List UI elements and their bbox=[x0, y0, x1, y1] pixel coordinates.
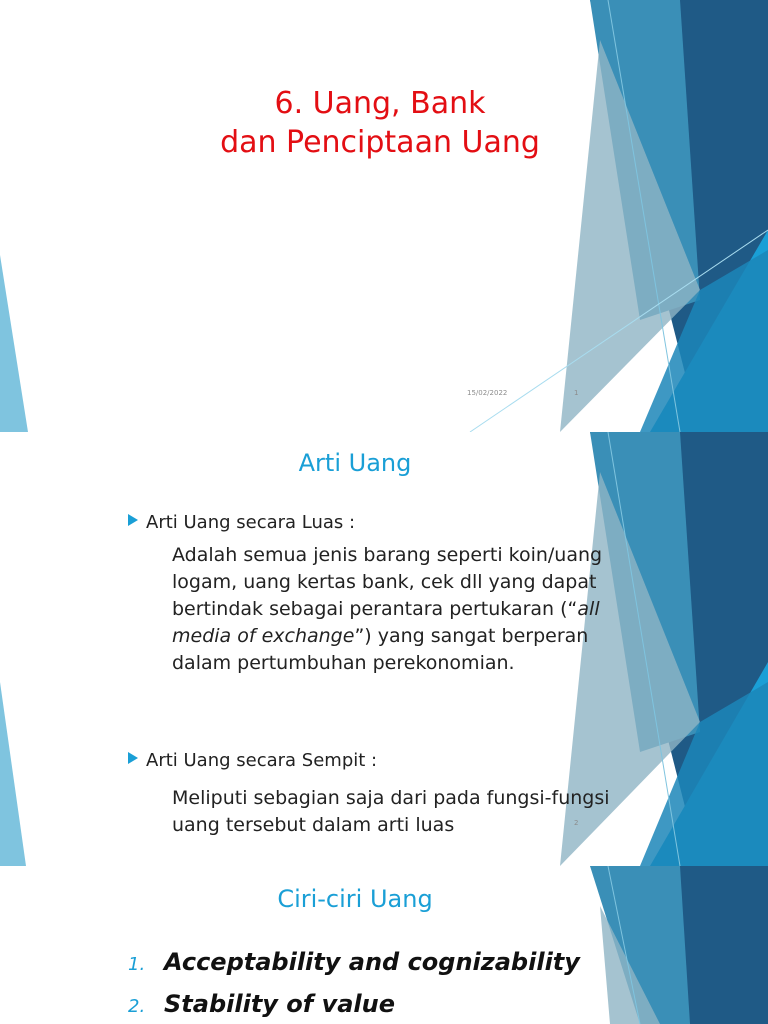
slide-3 bbox=[0, 866, 768, 1024]
bullet-label: Arti Uang secara Luas : bbox=[146, 512, 356, 533]
item-number: 1. bbox=[128, 954, 146, 975]
left-accent-shape bbox=[0, 255, 28, 432]
slide-1-decoration bbox=[0, 0, 768, 432]
item-text: Stability of value bbox=[164, 990, 395, 1018]
footer-date: 15/02/2022 bbox=[467, 389, 508, 397]
slide-1 bbox=[0, 0, 768, 432]
triangle-bullet-icon bbox=[128, 752, 138, 764]
title-line-2: dan Penciptaan Uang bbox=[220, 125, 540, 160]
item-text: Acceptability and cognizability bbox=[164, 948, 580, 976]
slide-1-title bbox=[170, 84, 590, 162]
paragraph-text: ”) yang sangat berperan dalam pertumbuhan perekonomian. bbox=[172, 625, 589, 674]
slide-2-title: Arti Uang bbox=[298, 449, 412, 477]
bullet-narrow-meaning bbox=[128, 750, 377, 771]
broad-meaning-paragraph bbox=[172, 542, 612, 677]
bullet-label: Arti Uang secara Sempit : bbox=[146, 750, 378, 771]
narrow-meaning-paragraph: Meliputi sebagian saja dari pada fungsi-fungsi uang tersebut dalam arti luas bbox=[172, 787, 610, 836]
item-number: 2. bbox=[128, 996, 146, 1017]
bullet-broad-meaning bbox=[128, 512, 355, 533]
page-number: 2 bbox=[574, 819, 579, 827]
paragraph-text: Adalah semua jenis barang seperti koin/uang logam, uang kertas bank, cek dll yang dapat bertindak sebagai perantara pertukaran (“ bbox=[172, 544, 603, 620]
triangle-bullet-icon bbox=[128, 514, 138, 526]
left-accent-shape bbox=[0, 682, 26, 866]
page-number: 1 bbox=[574, 389, 579, 397]
list-item bbox=[128, 990, 395, 1018]
slide-3-title: Ciri-ciri Uang bbox=[277, 885, 433, 913]
title-line-1: 6. Uang, Bank bbox=[274, 86, 486, 121]
paragraph-italic-text: all media of exchange bbox=[172, 598, 600, 647]
slide-2 bbox=[0, 432, 768, 866]
list-item bbox=[128, 948, 580, 976]
